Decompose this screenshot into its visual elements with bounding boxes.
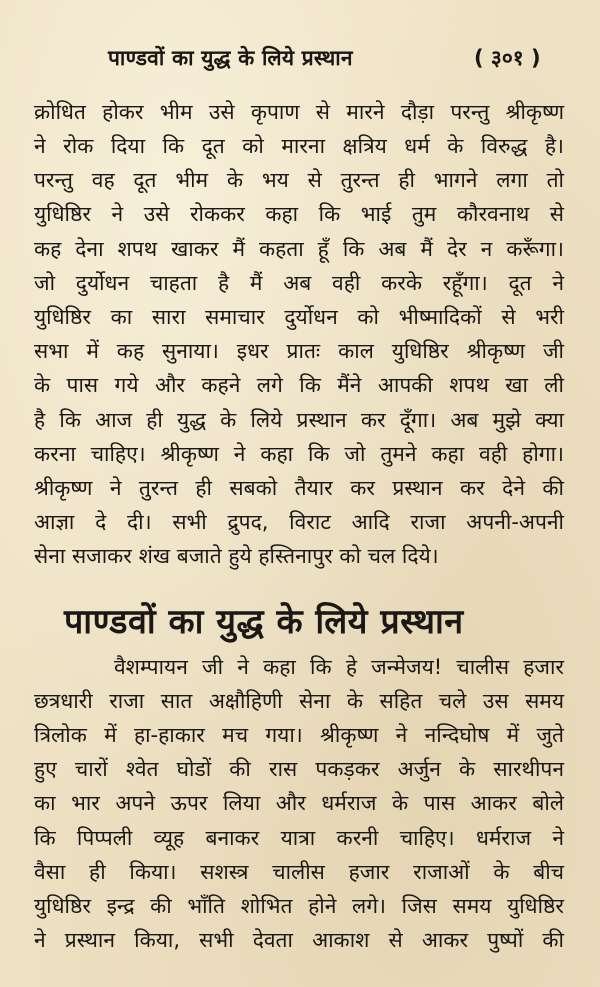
text-line: क्रोधित होकर भीम उसे कृपाण से मारने दौड़ा परन्तु श्रीकृष्ण	[34, 100, 564, 124]
text-line: ने रोक दिया कि दूत को मारना क्षत्रिय धर्म के विरुद्ध है।	[34, 134, 564, 158]
text-line: परन्तु वह दूत भीम के भय से तुरन्त ही भागने लगा तो	[34, 168, 564, 192]
text-line: सभा में कह सुनाया। इधर प्रातः काल युधिष्ठिर श्रीकृष्ण जी	[34, 339, 564, 363]
text-line: वैसा ही किया। सशस्त्र चालीस हजार राजाओं के बीच	[34, 860, 564, 884]
text-line: छत्रधारी राजा सात अक्षौहिणी सेना के सहित चले उस समय	[34, 689, 564, 713]
text-line: जो दुर्योधन चाहता है मैं अब वही करके रहूँगा। दूत ने	[34, 271, 564, 295]
text-line: का भार अपने ऊपर लिया और धर्मराज के पास आकर बोले	[34, 791, 564, 815]
section-heading: पाण्डवों का युद्ध के लिये प्रस्थान	[64, 602, 464, 642]
text-line: कि पिप्पली व्यूह बनाकर यात्रा करनी चाहिए। धर्मराज ने	[34, 826, 564, 850]
text-line: श्रीकृष्ण ने तुरन्त ही सबको तैयार कर प्रस्थान कर देने की	[34, 476, 564, 500]
text-line: त्रिलोक में हा-हाकार मच गया। श्रीकृष्ण ने नन्दिघोष में जुते	[34, 723, 564, 747]
text-line: आज्ञा दे दी। सभी द्रुपद, विराट आदि राजा अपनी-अपनी	[34, 510, 564, 534]
text-line: युधिष्ठिर इन्द्र की भाँति शोभित होने लगे। जिस समय युधिष्ठिर	[34, 894, 564, 918]
text-line: वैशम्पायन जी ने कहा कि हे जन्मेजय! चालीस हजार	[114, 655, 564, 679]
text-line: युधिष्ठिर ने उसे रोककर कहा कि भाई तुम कौरवनाथ से	[34, 202, 564, 226]
text-line: हुए चारों श्वेत घोडों की रास पकड़कर अर्जुन के सारथीपन	[34, 757, 564, 781]
text-line: है कि आज ही युद्ध के लिये प्रस्थान कर दूँगा। अब मुझे क्या	[34, 408, 564, 432]
text-line: के पास गये और कहने लगे कि मैंने आपकी शपथ खा ली	[34, 373, 564, 397]
text-line: ने प्रस्थान किया, सभी देवता आकाश से आकर पुष्पों की	[34, 928, 564, 952]
text-line: कह देना शपथ खाकर मैं कहता हूँ कि अब मैं देर न करूँगा।	[34, 237, 564, 261]
running-head-title: पाण्डवों का युद्ध के लिये प्रस्थान	[108, 46, 353, 70]
page-number: ( ३०१ )	[474, 46, 541, 70]
text-line: करना चाहिए। श्रीकृष्ण ने कहा कि जो तुमने कहा वही होगा।	[34, 442, 564, 466]
text-line: सेना सजाकर शंख बजाते हुये हस्तिनापुर को चल दिये।	[34, 544, 439, 568]
text-line: युधिष्ठिर का सारा समाचार दुर्योधन को भीष्मादिकों से भरी	[34, 305, 564, 329]
